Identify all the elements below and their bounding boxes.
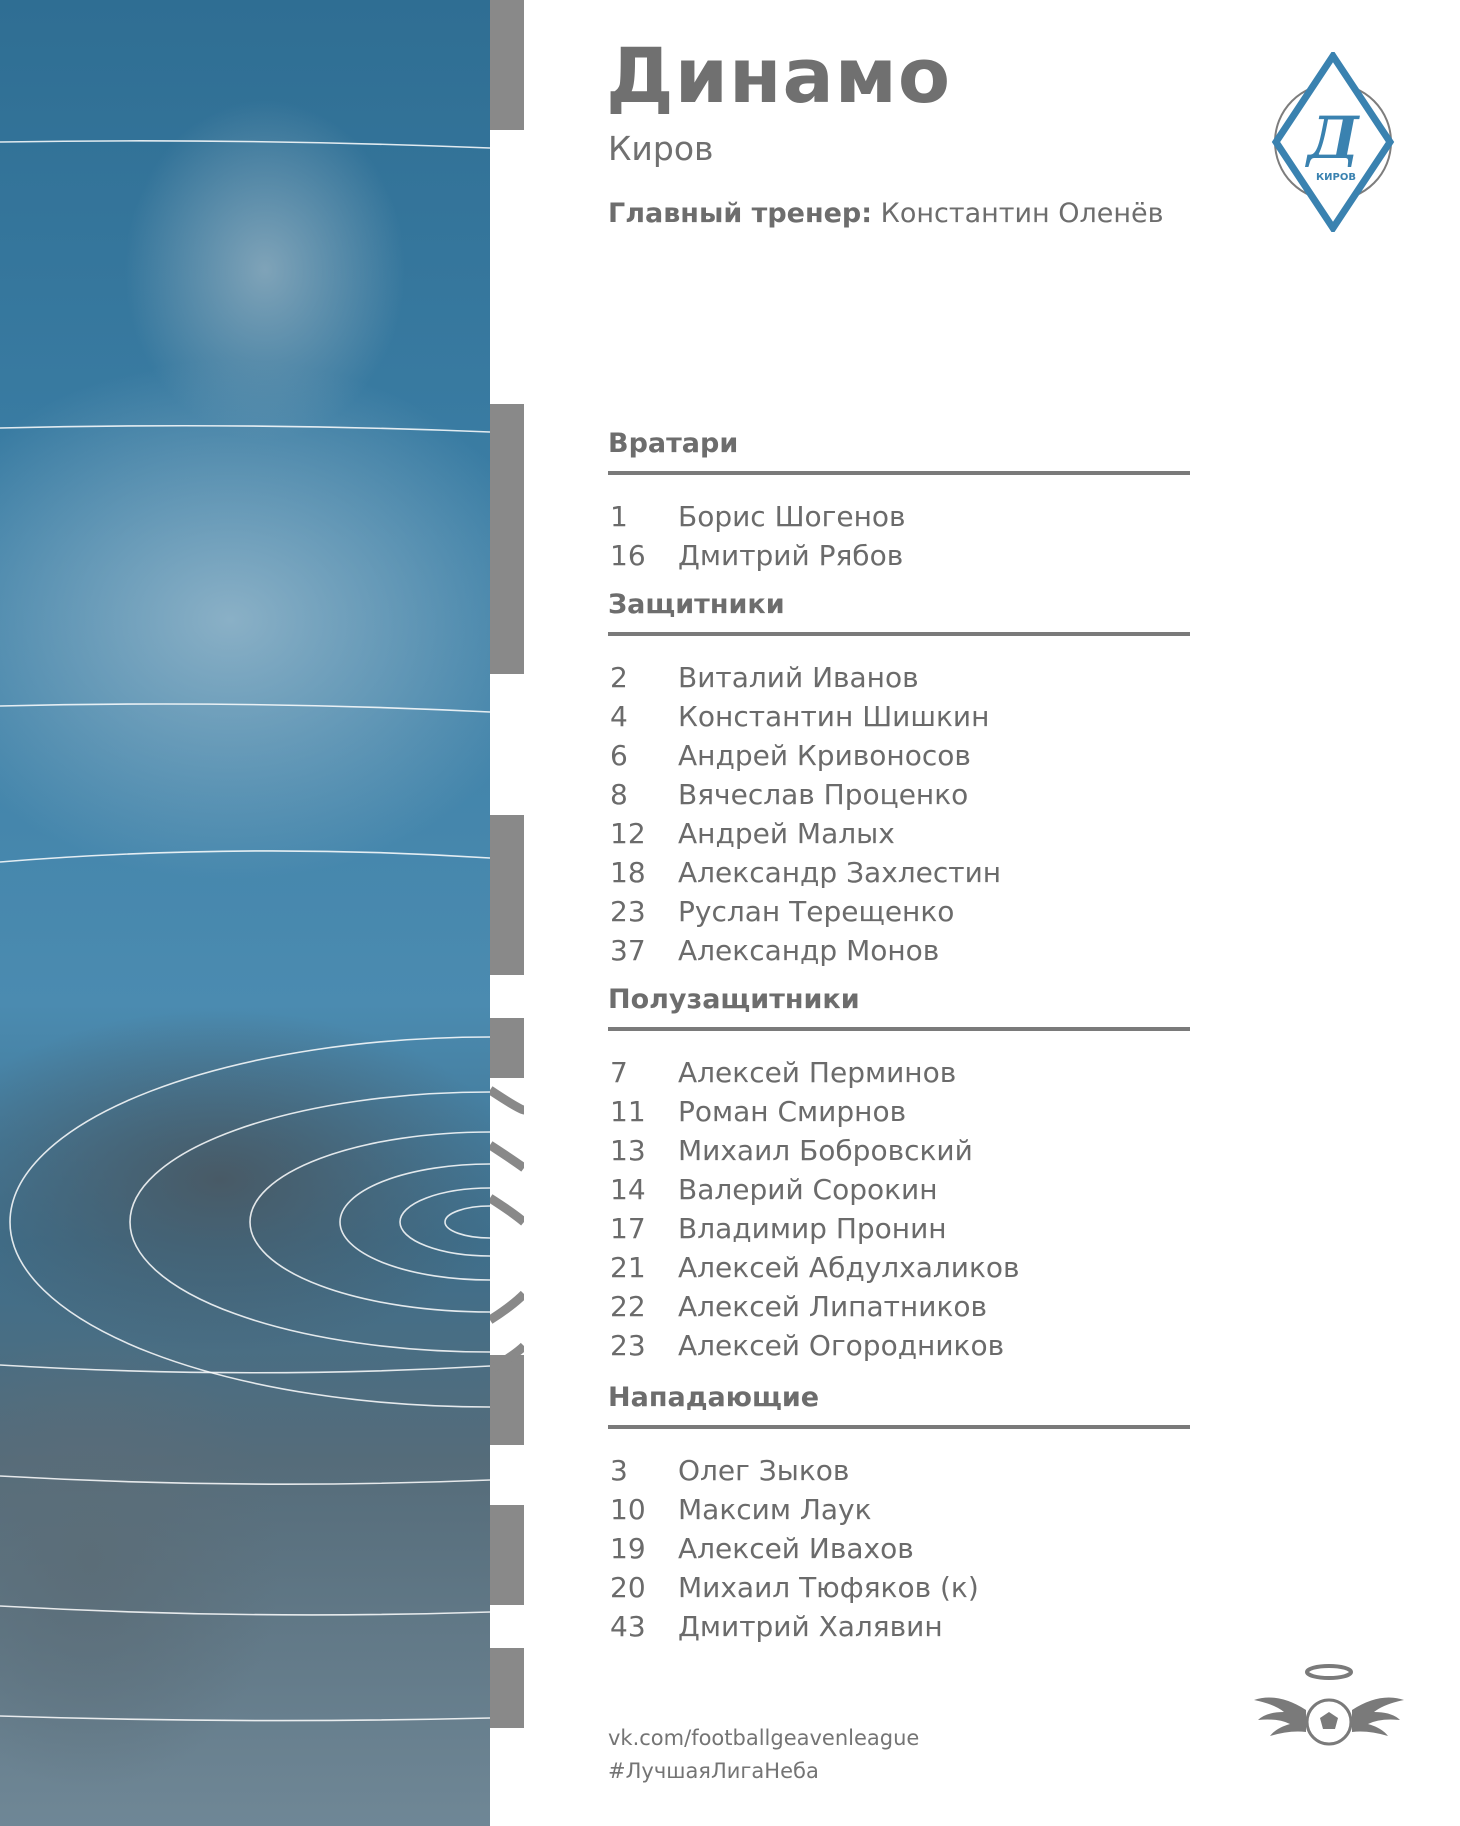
team-city: Киров <box>608 129 714 168</box>
coach-name: Константин Оленёв <box>880 198 1164 229</box>
svg-text:КИРОВ: КИРОВ <box>1316 172 1356 183</box>
strip-segment <box>490 0 524 130</box>
player-name: Алексей Перминов <box>678 1056 957 1089</box>
strip-segment <box>490 1648 524 1728</box>
section-midfielders <box>608 986 1190 1365</box>
player-name: Михаил Бобровский <box>678 1134 973 1167</box>
player-name: Андрей Малых <box>678 817 895 850</box>
player-row <box>608 1490 1190 1529</box>
team-name: Динамо <box>606 31 952 120</box>
player-name: Дмитрий Халявин <box>678 1610 943 1643</box>
player-row <box>608 1209 1190 1248</box>
head-coach <box>608 200 1164 227</box>
player-row <box>608 536 1190 575</box>
player-row <box>608 1326 1190 1365</box>
player-row <box>608 1287 1190 1326</box>
player-row <box>608 1092 1190 1131</box>
player-row <box>608 931 1190 970</box>
player-number: 6 <box>610 739 628 772</box>
player-name: Александр Монов <box>678 934 940 967</box>
coach-label: Главный тренер: <box>608 198 873 229</box>
player-row <box>608 1131 1190 1170</box>
svg-text:Д: Д <box>1307 104 1359 172</box>
player-row <box>608 814 1190 853</box>
player-number: 43 <box>610 1610 646 1643</box>
section-title: Защитники <box>608 591 1190 636</box>
league-logo-icon <box>1248 1660 1410 1754</box>
player-name: Руслан Терещенко <box>678 895 955 928</box>
player-name: Михаил Тюфяков (к) <box>678 1571 979 1604</box>
player-number: 3 <box>610 1454 628 1487</box>
field-lines-decoration <box>0 0 490 1826</box>
player-row <box>608 1451 1190 1490</box>
player-name: Константин Шишкин <box>678 700 990 733</box>
player-name: Олег Зыков <box>678 1454 850 1487</box>
player-number: 7 <box>610 1056 628 1089</box>
player-name: Владимир Пронин <box>678 1212 947 1245</box>
player-number: 22 <box>610 1290 646 1323</box>
player-name: Андрей Кривоносов <box>678 739 971 772</box>
player-name: Дмитрий Рябов <box>678 539 904 572</box>
player-list <box>608 497 1190 575</box>
player-photo <box>0 0 490 1826</box>
player-row <box>608 1248 1190 1287</box>
hashtag: #ЛучшаяЛигаНеба <box>608 1759 819 1783</box>
player-name: Роман Смирнов <box>678 1095 907 1128</box>
player-row <box>608 853 1190 892</box>
player-number: 12 <box>610 817 646 850</box>
player-row <box>608 1568 1190 1607</box>
player-row <box>608 775 1190 814</box>
player-list <box>608 658 1190 970</box>
player-number: 4 <box>610 700 628 733</box>
section-title: Нападающие <box>608 1384 1190 1429</box>
player-number: 13 <box>610 1134 646 1167</box>
player-row <box>608 658 1190 697</box>
player-number: 1 <box>610 500 628 533</box>
player-name: Валерий Сорокин <box>678 1173 938 1206</box>
player-number: 2 <box>610 661 628 694</box>
player-row <box>608 1529 1190 1568</box>
player-row <box>608 1607 1190 1646</box>
section-defenders <box>608 591 1190 970</box>
player-row <box>608 1170 1190 1209</box>
strip-segment <box>490 1505 524 1605</box>
strip-segment <box>490 404 524 674</box>
player-number: 37 <box>610 934 646 967</box>
player-number: 17 <box>610 1212 646 1245</box>
player-name: Вячеслав Проценко <box>678 778 969 811</box>
section-goalkeepers <box>608 430 1190 575</box>
player-name: Алексей Огородников <box>678 1329 1005 1362</box>
player-list <box>608 1053 1190 1365</box>
decorative-strip <box>490 0 524 1826</box>
player-number: 8 <box>610 778 628 811</box>
player-name: Алексей Липатников <box>678 1290 987 1323</box>
player-number: 10 <box>610 1493 646 1526</box>
player-name: Алексей Ивахов <box>678 1532 914 1565</box>
player-row <box>608 736 1190 775</box>
strip-segment <box>490 815 524 975</box>
section-title: Полузащитники <box>608 986 1190 1031</box>
section-forwards <box>608 1384 1190 1646</box>
club-logo <box>1268 52 1398 236</box>
player-number: 19 <box>610 1532 646 1565</box>
player-number: 20 <box>610 1571 646 1604</box>
player-row <box>608 697 1190 736</box>
player-number: 11 <box>610 1095 646 1128</box>
player-name: Борис Шогенов <box>678 500 906 533</box>
footer <box>608 1722 919 1788</box>
strip-arcs <box>490 1070 524 1410</box>
player-name: Алексей Абдулхаликов <box>678 1251 1020 1284</box>
player-list <box>608 1451 1190 1646</box>
player-number: 18 <box>610 856 646 889</box>
player-number: 23 <box>610 1329 646 1362</box>
player-number: 21 <box>610 1251 646 1284</box>
player-name: Александр Захлестин <box>678 856 1002 889</box>
player-number: 23 <box>610 895 646 928</box>
player-number: 16 <box>610 539 646 572</box>
player-row <box>608 1053 1190 1092</box>
vk-link[interactable]: vk.com/footballgeavenleague <box>608 1726 920 1750</box>
player-name: Максим Лаук <box>678 1493 872 1526</box>
player-number: 14 <box>610 1173 646 1206</box>
section-title: Вратари <box>608 430 1190 475</box>
player-row <box>608 497 1190 536</box>
player-name: Виталий Иванов <box>678 661 919 694</box>
strip-segment <box>490 1018 524 1078</box>
player-row <box>608 892 1190 931</box>
